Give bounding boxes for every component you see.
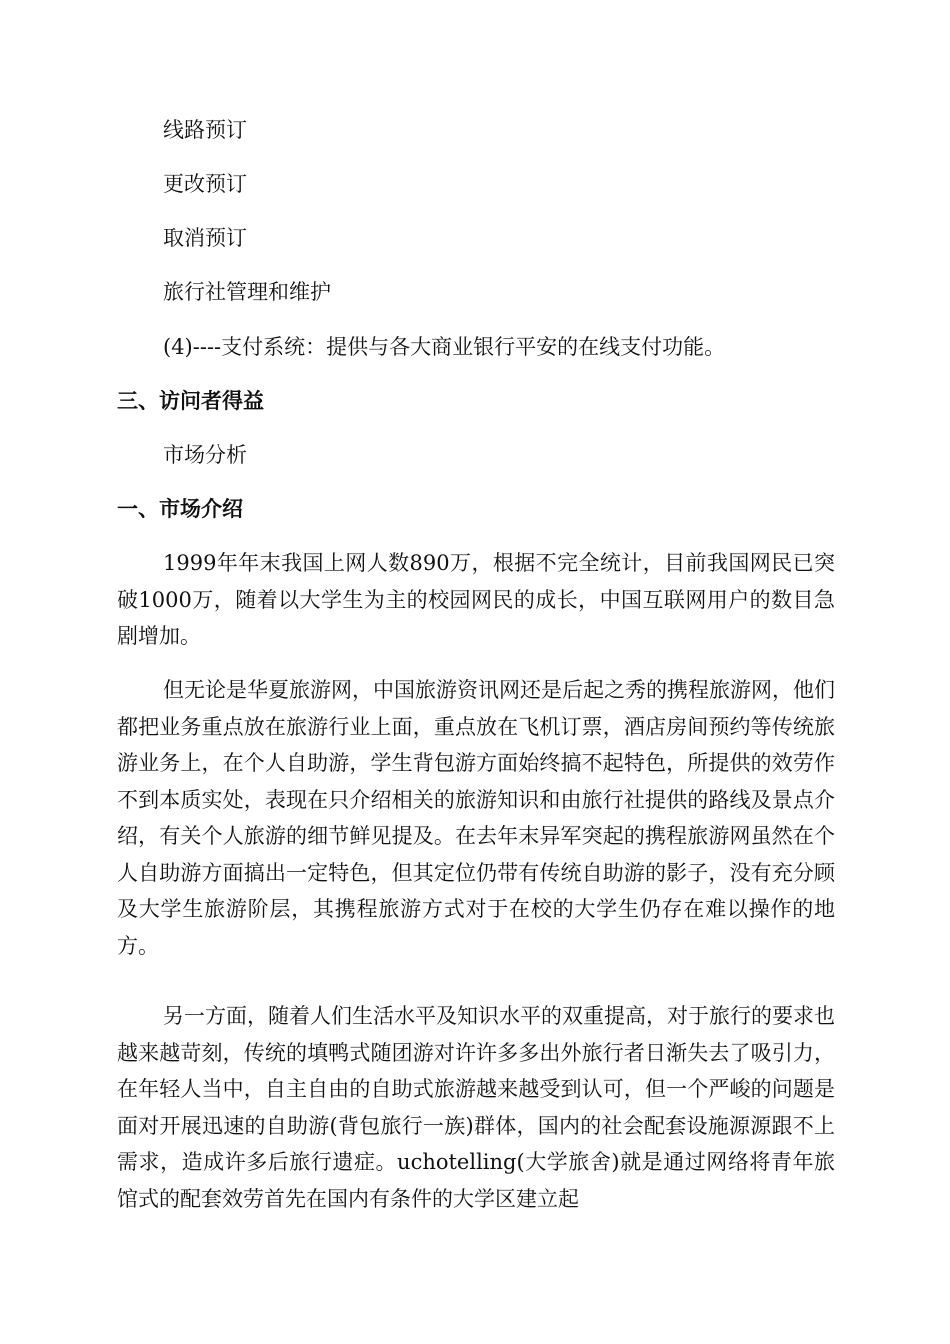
list-item-payment-system: (4)----支付系统：提供与各大商业银行平安的在线支付功能。 (163, 335, 726, 359)
paragraph-internet-users: 1999年年末我国上网人数890万，根据不完全统计，目前我国网民已突破1000万，随着以大学生为主的校园网民的成长，中国互联网用户的数目急剧增加。 (117, 551, 835, 648)
paragraph-self-guided-travel: 另一方面，随着人们生活水平及知识水平的双重提高，对于旅行的要求也越来越苛刻，传统的填鸭式随团游对许许多多出外旅行者日渐失去了吸引力，在年轻人当中，自主自由的自助式旅游越来越受到认可，但一个严峻的问题是面对开展迅速的自助游(背包旅行一族)群体，国内的社会配套设施源源跟不上需求，造成许多后旅行遗症。uchotelling(大学旅舍)就是通过网络将青年旅馆式的配套效劳首先在国内有条件的大学区建立起 (117, 1004, 835, 1211)
section-heading-visitor-benefits: 三、访问者得益 (117, 388, 264, 413)
section-heading-market-intro: 一、市场介绍 (117, 496, 243, 521)
list-item-agency-management: 旅行社管理和维护 (163, 280, 331, 304)
list-item-change-booking: 更改预订 (163, 172, 247, 196)
paragraph-competitors: 但无论是华夏旅游网，中国旅游资讯网还是后起之秀的携程旅游网，他们都把业务重点放在旅游行业上面，重点放在飞机订票，酒店房间预约等传统旅游业务上，在个人自助游，学生背包游方面始终搞不起特色，所提供的效劳作不到本质实处，表现在只介绍相关的旅游知识和由旅行社提供的路线及景点介绍，有关个人旅游的细节鲜见提及。在去年末异军突起的携程旅游网虽然在个人自助游方面搞出一定特色，但其定位仍带有传统自助游的影子，没有充分顾及大学生旅游阶层，其携程旅游方式对于在校的大学生仍存在难以操作的地方。 (117, 678, 835, 958)
list-item-cancel-booking: 取消预订 (163, 226, 247, 250)
market-analysis-label: 市场分析 (163, 443, 247, 467)
list-item-route-booking: 线路预订 (163, 118, 247, 142)
